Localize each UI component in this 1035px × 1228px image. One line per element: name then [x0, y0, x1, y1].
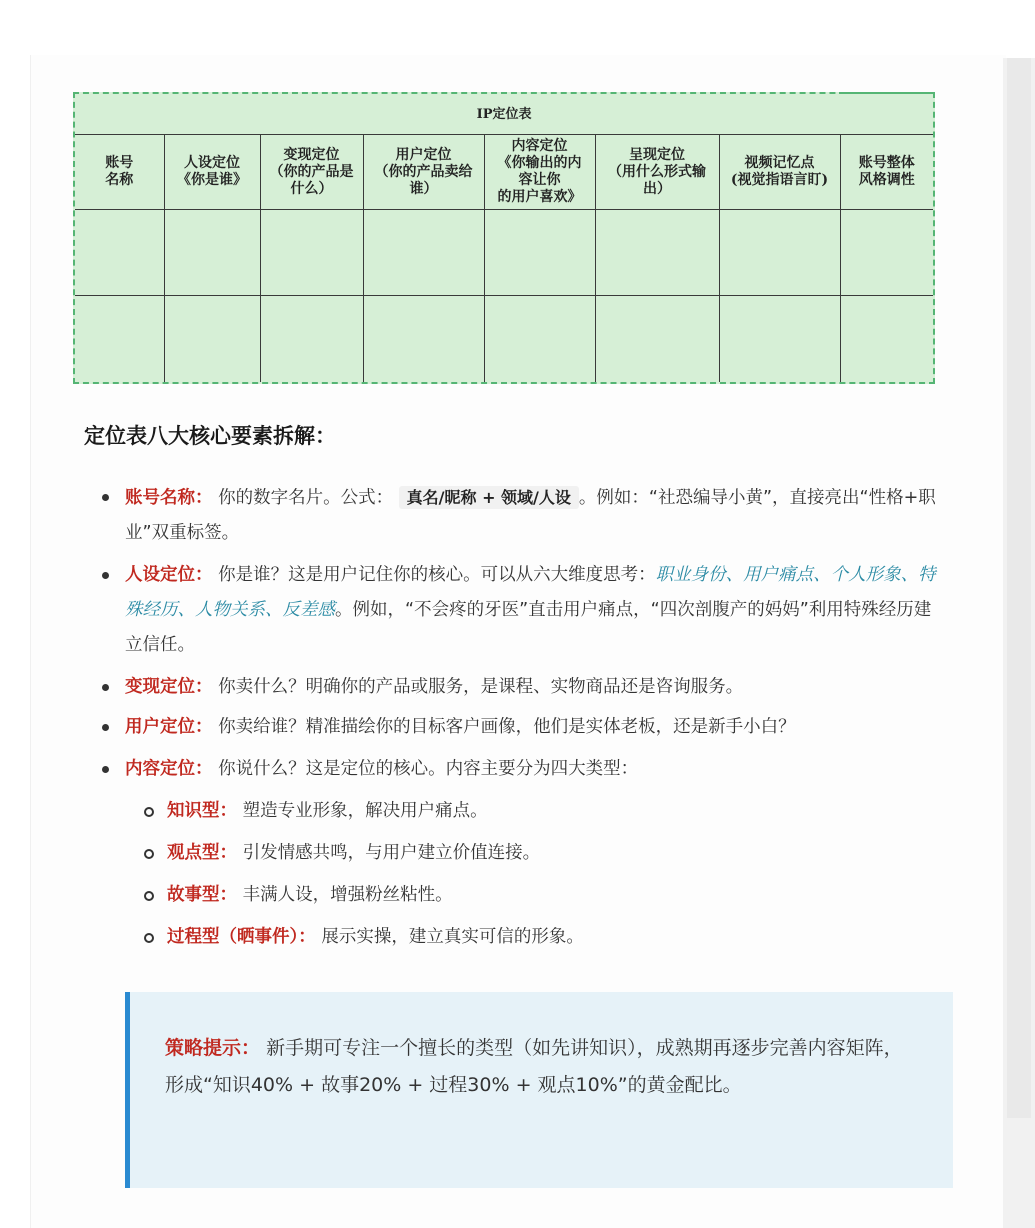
table-header-cell: 用户定位 （你的产品卖给 谁）: [363, 135, 484, 210]
item-label: 人设定位：: [125, 565, 213, 585]
table-header-cell: 账号 名称: [75, 135, 164, 210]
table-cell: [260, 210, 363, 296]
item-text: 你卖什么？明确你的产品或服务，是课程、实物商品还是咨询服务。: [218, 677, 744, 697]
table-header-cell: 变现定位 （你的产品是 什么）: [260, 135, 363, 210]
item-label: 变现定位：: [125, 677, 213, 697]
table-cell: [595, 210, 719, 296]
list-item-content: [100, 752, 940, 955]
sub-item-text: 丰满人设，增强粉丝粘性。: [242, 885, 453, 905]
table-row: [75, 296, 933, 382]
table-cell: [719, 296, 840, 382]
core-elements-list: [100, 480, 940, 962]
section-heading: 定位表八大核心要素拆解：: [84, 424, 336, 448]
table-cell: [840, 296, 933, 382]
table-cell: [484, 210, 595, 296]
table-cell: [719, 210, 840, 296]
item-label: 账号名称：: [125, 488, 213, 508]
list-item-opinion: [125, 836, 940, 871]
table-header-cell: 内容定位 《你输出的内 容让你 的用户喜欢》: [484, 135, 595, 210]
list-item-persona: [100, 558, 940, 663]
list-item-user: [100, 710, 940, 745]
table-cell: [840, 210, 933, 296]
table-cell: [363, 296, 484, 382]
dimension-list: 职业身份、用户痛点、个人形象、特殊经历、人物关系、反差感: [125, 565, 936, 620]
list-item-process: [125, 920, 940, 955]
sub-item-label: 观点型：: [167, 843, 237, 863]
table-corner-accent: [839, 92, 935, 94]
item-text: 。例如：“社恐编导小黄”，直接亮出“性格+职业”双重标签。: [125, 488, 936, 543]
table-cell: [260, 296, 363, 382]
item-text: 。例如，“不会疼的牙医”直击用户痛点，“四次剖腹产的妈妈”利用特殊经历建立信任。: [125, 600, 932, 655]
item-text: 你说什么？这是定位的核心。内容主要分为四大类型：: [218, 759, 639, 779]
list-item-story: [125, 878, 940, 913]
callout-text: 新手期可专注一个擅长的类型（如先讲知识），成熟期再逐步完善内容矩阵，形成“知识40% + 故事20% + 过程30% + 观点10%”的黄金配比。: [165, 1037, 903, 1096]
table-header-cell: 呈现定位 （用什么形式输 出）: [595, 135, 719, 210]
item-text: 你是谁？这是用户记住你的核心。可以从六大维度思考：: [218, 565, 656, 585]
item-text: 你卖给谁？精准描绘你的目标客户画像，他们是实体老板，还是新手小白？: [218, 717, 796, 737]
formula-code: 真名/昵称 + 领域/人设: [399, 486, 579, 509]
content-types-list: [125, 794, 940, 955]
list-item-account-name: [100, 480, 940, 551]
table-cell: [595, 296, 719, 382]
table-cell: [164, 296, 260, 382]
table-cell: [363, 210, 484, 296]
ip-positioning-table: [73, 92, 935, 384]
sub-item-text: 引发情感共鸣，与用户建立价值连接。: [242, 843, 541, 863]
item-label: 内容定位：: [125, 759, 213, 779]
table-cell: [164, 210, 260, 296]
table-cell: [75, 210, 164, 296]
table-header-cell: 账号整体 风格调性: [840, 135, 933, 210]
list-item-knowledge: [125, 794, 940, 829]
sub-item-label: 过程型（晒事件）：: [167, 927, 316, 947]
table-cell: [75, 296, 164, 382]
table-title: IP定位表: [75, 94, 933, 135]
sub-item-text: 塑造专业形象，解决用户痛点。: [242, 801, 488, 821]
strategy-callout: [125, 992, 953, 1188]
callout-label: 策略提示：: [165, 1037, 261, 1059]
table-header-cell: 人设定位 《你是谁》: [164, 135, 260, 210]
table-row: [75, 210, 933, 296]
sub-item-label: 故事型：: [167, 885, 237, 905]
sub-item-text: 展示实操，建立真实可信的形象。: [321, 927, 584, 947]
scrollbar[interactable]: [1003, 58, 1035, 1228]
table-header-cell: 视频记忆点 (视觉指语言盯): [719, 135, 840, 210]
scrollbar-thumb[interactable]: [1007, 58, 1031, 1118]
item-label: 用户定位：: [125, 717, 213, 737]
sub-item-label: 知识型：: [167, 801, 237, 821]
item-text: 你的数字名片。公式：: [218, 488, 394, 508]
table-cell: [484, 296, 595, 382]
list-item-monetization: [100, 670, 940, 705]
